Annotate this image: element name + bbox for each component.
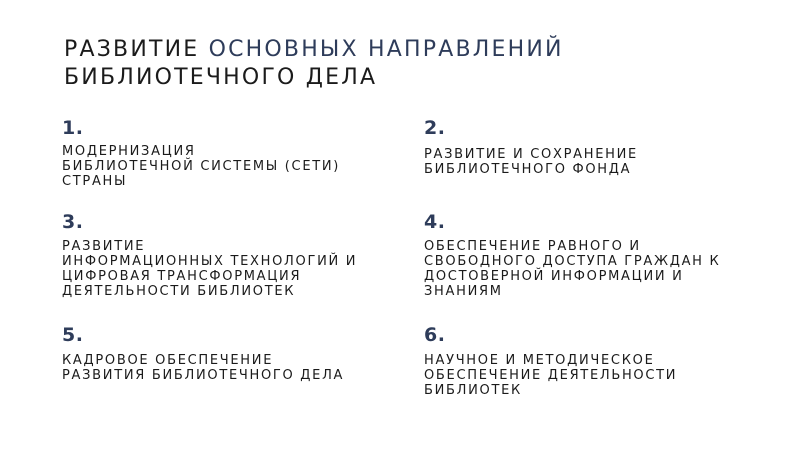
direction-item-5 bbox=[62, 324, 344, 383]
title-accent-text: ОСНОВНЫХ НАПРАВЛЕНИЙ bbox=[208, 37, 564, 62]
direction-text-line: ЦИФРОВАЯ ТРАНСФОРМАЦИЯ bbox=[62, 269, 302, 284]
direction-text bbox=[62, 239, 357, 299]
direction-number: 2. bbox=[424, 117, 446, 139]
direction-item-6 bbox=[424, 324, 677, 398]
direction-text-line: МОДЕРНИЗАЦИЯ bbox=[62, 144, 196, 159]
direction-item-4 bbox=[424, 211, 720, 299]
direction-number: 1. bbox=[62, 117, 84, 139]
slide-title bbox=[64, 36, 564, 92]
title-line-1 bbox=[64, 37, 564, 62]
title-line-2: БИБЛИОТЕЧНОГО ДЕЛА bbox=[64, 65, 378, 90]
direction-text bbox=[62, 144, 340, 189]
direction-number: 3. bbox=[62, 211, 84, 233]
direction-text-line: БИБЛИОТЕЧНОГО ФОНДА bbox=[424, 162, 632, 177]
direction-text-line: БИБЛИОТЕК bbox=[424, 383, 522, 398]
direction-text-line: РАЗВИТИЕ bbox=[62, 239, 146, 254]
direction-text bbox=[424, 239, 720, 299]
direction-text-line: ОБЕСПЕЧЕНИЕ ДЕЯТЕЛЬНОСТИ bbox=[424, 368, 678, 383]
direction-number: 4. bbox=[424, 211, 446, 233]
direction-text-line: РАЗВИТИЯ БИБЛИОТЕЧНОГО ДЕЛА bbox=[62, 368, 345, 383]
title-plain-text: РАЗВИТИЕ bbox=[64, 37, 209, 62]
direction-text bbox=[424, 147, 638, 177]
direction-text-line: ИНФОРМАЦИОННЫХ ТЕХНОЛОГИЙ И bbox=[62, 254, 358, 269]
direction-number: 5. bbox=[62, 324, 84, 346]
direction-number: 6. bbox=[424, 324, 446, 346]
direction-text bbox=[62, 353, 344, 383]
direction-text bbox=[424, 353, 677, 398]
direction-text-line: СТРАНЫ bbox=[62, 174, 128, 189]
direction-text-line: ОБЕСПЕЧЕНИЕ РАВНОГО И bbox=[424, 239, 641, 254]
direction-text-line: СВОБОДНОГО ДОСТУПА ГРАЖДАН К bbox=[424, 254, 721, 269]
direction-text-line: КАДРОВОЕ ОБЕСПЕЧЕНИЕ bbox=[62, 353, 274, 368]
direction-text-line: НАУЧНОЕ И МЕТОДИЧЕСКОЕ bbox=[424, 353, 655, 368]
direction-item-3 bbox=[62, 211, 357, 299]
direction-item-1 bbox=[62, 117, 340, 189]
direction-item-2 bbox=[424, 117, 638, 177]
direction-text-line: ДЕЯТЕЛЬНОСТИ БИБЛИОТЕК bbox=[62, 284, 296, 299]
direction-text-line: ДОСТОВЕРНОЙ ИНФОРМАЦИИ И bbox=[424, 269, 684, 284]
direction-text-line: ЗНАНИЯМ bbox=[424, 284, 503, 299]
direction-text-line: БИБЛИОТЕЧНОЙ СИСТЕМЫ (СЕТИ) bbox=[62, 159, 341, 174]
direction-text-line: РАЗВИТИЕ И СОХРАНЕНИЕ bbox=[424, 147, 638, 162]
